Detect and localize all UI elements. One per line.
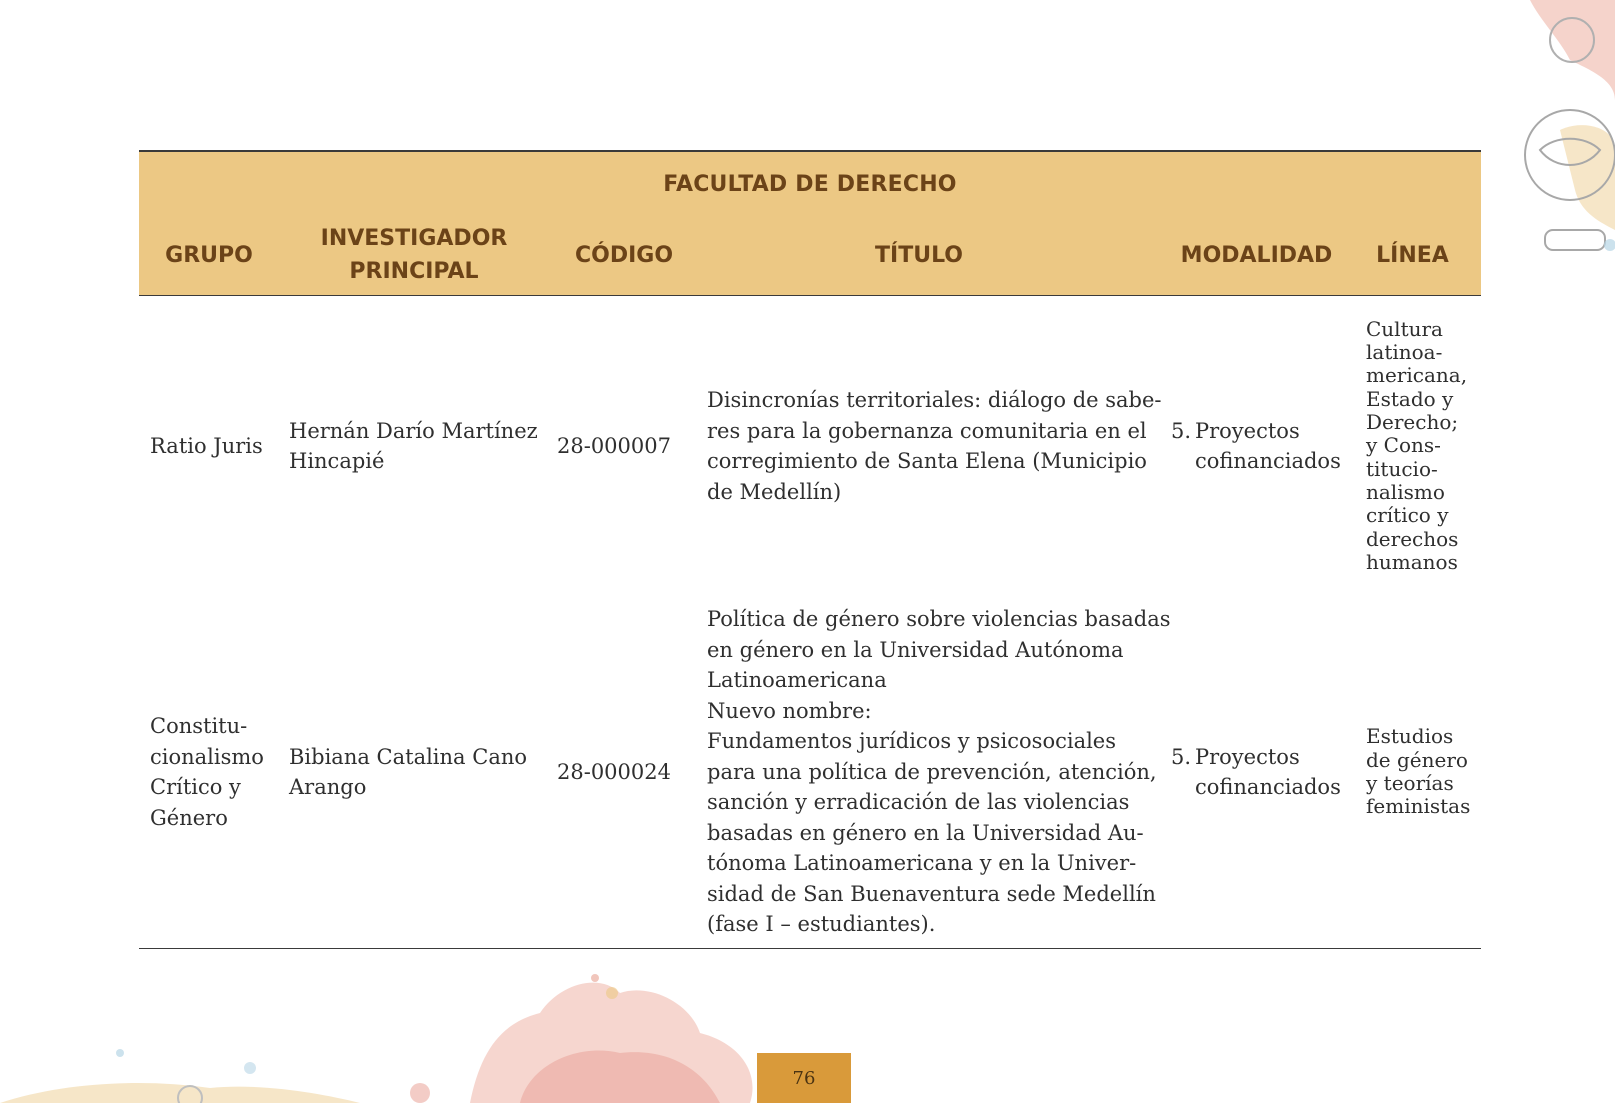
projects-table — [139, 150, 1481, 949]
cell-linea — [1366, 296, 1481, 596]
text-line: y teorías — [1366, 771, 1454, 795]
cell-codigo — [557, 596, 702, 948]
header-modalidad: MODALIDAD — [1180, 242, 1333, 268]
text-line: de género — [1366, 747, 1468, 772]
watercolor-corner-decoration — [1500, 0, 1615, 270]
text-line: Cultura — [1366, 316, 1443, 341]
text-line: Bibiana Catalina Cano — [289, 744, 528, 769]
text-line: Política de género sobre violencias basadas — [707, 607, 1171, 632]
text-line: latinoa- — [1366, 340, 1443, 365]
text-line: res para la gobernanza comunitaria en el — [707, 418, 1147, 443]
text-line: 5. — [1171, 744, 1192, 769]
header-investigador — [279, 222, 549, 288]
cell-linea — [1366, 596, 1481, 948]
cell-titulo — [707, 596, 1177, 948]
text-line: cofinanciados — [1195, 449, 1341, 473]
text-line: cionalismo — [150, 744, 264, 769]
table-row — [139, 596, 1481, 948]
text-line: 28-000007 — [557, 433, 671, 458]
header-grupo: GRUPO — [165, 242, 253, 268]
text-line: derechos — [1366, 526, 1459, 551]
text-line: Género — [150, 805, 228, 830]
cell-modalidad — [1171, 596, 1346, 948]
text-line: Nuevo nombre: — [707, 698, 872, 723]
text-line: Disincronías territoriales: diálogo de sabe- — [707, 388, 1162, 412]
table-header — [139, 152, 1481, 296]
text-line: tónoma Latinoamericana y en la Univer- — [707, 851, 1137, 876]
cell-grupo — [150, 596, 280, 948]
text-line: Arango — [289, 775, 367, 799]
faculty-title: FACULTAD DE DERECHO — [663, 172, 957, 197]
text-line: sanción y erradicación de las violencias — [707, 790, 1130, 815]
cell-investigador — [289, 596, 559, 948]
text-line: Hernán Darío Martínez — [289, 418, 538, 443]
cell-codigo — [557, 296, 702, 596]
text-line: Estudios — [1366, 724, 1454, 749]
header-codigo: CÓDIGO — [574, 242, 674, 268]
text-line: humanos — [1366, 549, 1458, 574]
page-number — [757, 1053, 851, 1103]
text-line: (fase I – estudiantes). — [707, 912, 936, 937]
text-line: Derecho; — [1366, 410, 1459, 435]
header-titulo: TÍTULO — [875, 242, 963, 268]
text-line: Constitu- — [150, 714, 248, 738]
text-line: 28-000024 — [557, 759, 671, 784]
text-line: Latinoamericana — [707, 668, 887, 693]
cell-modalidad — [1171, 296, 1346, 596]
cell-grupo — [150, 296, 280, 596]
text-line: titucio- — [1366, 456, 1438, 481]
text-line: corregimiento de Santa Elena (Municipio — [707, 449, 1147, 473]
text-line: Ratio Juris — [150, 433, 263, 458]
cell-titulo — [707, 296, 1177, 596]
text-line: nalismo — [1366, 479, 1445, 504]
header-investigador-line: INVESTIGADOR — [320, 226, 508, 251]
text-line: mericana, — [1366, 363, 1468, 388]
text-line: basadas en género en la Universidad Au- — [707, 820, 1144, 845]
header-investigador-line: PRINCIPAL — [349, 259, 479, 284]
text-line: y Cons- — [1366, 433, 1441, 458]
table-row — [139, 296, 1481, 596]
text-line: 5. — [1171, 418, 1192, 443]
text-line: sidad de San Buenaventura sede Medellín — [707, 881, 1156, 906]
text-line: Fundamentos jurídicos y psicosociales — [707, 729, 1117, 754]
cell-investigador — [289, 296, 559, 596]
text-line: feministas — [1366, 794, 1471, 819]
text-line: Proyectos — [1195, 418, 1300, 443]
page-number-text: 76 — [792, 1067, 816, 1089]
text-line: cofinanciados — [1195, 775, 1341, 799]
text-line: para una política de prevención, atención, — [707, 759, 1157, 784]
text-line: de Medellín) — [707, 479, 842, 504]
text-line: crítico y — [1366, 503, 1449, 528]
text-line: Hincapié — [289, 449, 385, 473]
header-linea: LÍNEA — [1376, 242, 1449, 268]
text-line: Estado y — [1366, 386, 1454, 411]
text-line: en género en la Universidad Autónoma — [707, 637, 1124, 662]
text-line: Proyectos — [1195, 744, 1300, 769]
text-line: Crítico y — [150, 775, 241, 799]
